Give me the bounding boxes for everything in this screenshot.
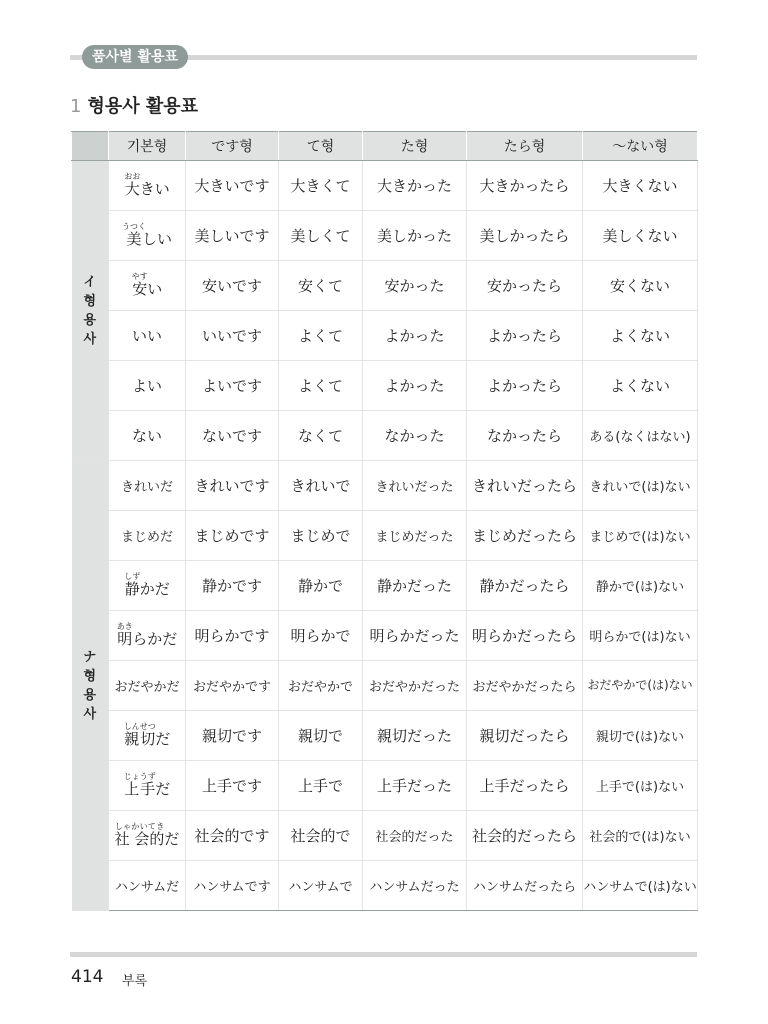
okurigana: だ xyxy=(155,730,171,748)
ta-form: よかった xyxy=(363,361,467,411)
te-form: よくて xyxy=(279,311,363,361)
table-row xyxy=(72,561,698,611)
furigana: うつく xyxy=(121,222,146,231)
okurigana: らかだ xyxy=(132,630,178,648)
nai-form: 社会的で(は)ない xyxy=(583,811,698,861)
header-te: て형 xyxy=(279,132,363,161)
header-corner xyxy=(72,132,109,161)
tara-form: 安かったら xyxy=(467,261,583,311)
nai-form: ある(なくはない) xyxy=(583,411,698,461)
te-form: 静かで xyxy=(279,561,363,611)
section-label: 품사별 활용표 xyxy=(82,45,188,69)
desu-form: いいです xyxy=(186,311,279,361)
tara-form: よかったら xyxy=(467,361,583,411)
okurigana: しい xyxy=(141,230,172,248)
okurigana: かだ xyxy=(139,580,170,598)
ta-form: 社会的だった xyxy=(363,811,467,861)
okurigana: い xyxy=(147,280,163,298)
desu-form: きれいです xyxy=(186,461,279,511)
table-row xyxy=(72,611,698,661)
base-form: いい xyxy=(109,311,186,361)
ta-form: 大きかった xyxy=(363,161,467,211)
title-text: 형용사 활용표 xyxy=(87,96,199,117)
okurigana: きい xyxy=(139,180,170,198)
nai-form: 大きくない xyxy=(583,161,698,211)
desu-form: 安いです xyxy=(186,261,279,311)
page-title xyxy=(70,92,198,118)
desu-form: 上手です xyxy=(186,761,279,811)
base-form xyxy=(109,211,186,261)
table-row xyxy=(72,211,698,261)
furigana-word xyxy=(124,172,141,198)
tara-form: 美しかったら xyxy=(467,211,583,261)
ta-form: ハンサムだった xyxy=(363,861,467,911)
tara-form: 明らかだったら xyxy=(467,611,583,661)
desu-form: よいです xyxy=(186,361,279,411)
base-form: よい xyxy=(109,361,186,411)
page-section-label: 부록 xyxy=(122,974,148,989)
base-form: ない xyxy=(109,411,186,461)
tara-form: 親切だったら xyxy=(467,711,583,761)
furigana-word xyxy=(114,822,165,848)
furigana-word xyxy=(124,572,141,598)
table-row xyxy=(72,661,698,711)
base-form xyxy=(109,561,186,611)
category-label: ナ 형 용 사 xyxy=(83,649,97,722)
tara-form: おだやかだったら xyxy=(467,661,583,711)
furigana: おお xyxy=(124,172,141,181)
tara-form: きれいだったら xyxy=(467,461,583,511)
te-form: 親切で xyxy=(279,711,363,761)
table-row xyxy=(72,761,698,811)
te-form: きれいで xyxy=(279,461,363,511)
table-row xyxy=(72,461,698,511)
te-form: 上手で xyxy=(279,761,363,811)
desu-form: ハンサムです xyxy=(186,861,279,911)
ta-form: 上手だった xyxy=(363,761,467,811)
furigana: やす xyxy=(131,272,148,281)
furigana-word xyxy=(123,722,156,748)
header-desu: です형 xyxy=(186,132,279,161)
desu-form: まじめです xyxy=(186,511,279,561)
base-form xyxy=(109,711,186,761)
nai-form: まじめで(は)ない xyxy=(583,511,698,561)
kanji: 大 xyxy=(124,180,141,198)
nai-form: よくない xyxy=(583,311,698,361)
te-form: 大きくて xyxy=(279,161,363,211)
kanji: 親切 xyxy=(123,730,156,748)
table-row xyxy=(72,161,698,211)
ta-form: 美しかった xyxy=(363,211,467,261)
kanji: 明 xyxy=(116,630,133,648)
ta-form: おだやかだった xyxy=(363,661,467,711)
table-row xyxy=(72,511,698,561)
furigana: しず xyxy=(124,572,141,581)
te-form: 美しくて xyxy=(279,211,363,261)
nai-form: おだやかで(は)ない xyxy=(583,661,698,711)
na-adjective-category xyxy=(72,461,109,911)
tara-form: なかったら xyxy=(467,411,583,461)
ta-form: 静かだった xyxy=(363,561,467,611)
desu-form: 静かです xyxy=(186,561,279,611)
base-form: ハンサムだ xyxy=(109,861,186,911)
table-row xyxy=(72,311,698,361)
header-nai: ～ない형 xyxy=(583,132,698,161)
header-base: 기본형 xyxy=(109,132,186,161)
kanji: 美 xyxy=(121,230,146,248)
desu-form: おだやかです xyxy=(186,661,279,711)
te-form: 明らかで xyxy=(279,611,363,661)
desu-form: 美しいです xyxy=(186,211,279,261)
te-form: 安くて xyxy=(279,261,363,311)
ta-form: 安かった xyxy=(363,261,467,311)
furigana-word xyxy=(123,772,156,798)
kanji: 上手 xyxy=(123,780,156,798)
table-row xyxy=(72,261,698,311)
base-form xyxy=(109,811,186,861)
nai-form: ハンサムで(は)ない xyxy=(583,861,698,911)
desu-form: 社会的です xyxy=(186,811,279,861)
desu-form: 親切です xyxy=(186,711,279,761)
title-number: 1 xyxy=(70,96,82,117)
page-number: 414 xyxy=(71,967,104,987)
base-form xyxy=(109,261,186,311)
nai-form: 上手で(は)ない xyxy=(583,761,698,811)
desu-form: 大きいです xyxy=(186,161,279,211)
furigana: あき xyxy=(116,622,133,631)
header-tara: たら형 xyxy=(467,132,583,161)
ta-form: なかった xyxy=(363,411,467,461)
table-row xyxy=(72,711,698,761)
table-row xyxy=(72,361,698,411)
base-form xyxy=(109,611,186,661)
okurigana: だ xyxy=(164,830,180,848)
base-form: きれいだ xyxy=(109,461,186,511)
te-form: まじめで xyxy=(279,511,363,561)
desu-form: ないです xyxy=(186,411,279,461)
conjugation-table xyxy=(71,131,698,911)
tara-form: ハンサムだったら xyxy=(467,861,583,911)
category-label: イ 형 용 사 xyxy=(83,274,97,347)
te-form: よくて xyxy=(279,361,363,411)
furigana-word xyxy=(116,622,133,648)
te-form: なくて xyxy=(279,411,363,461)
ta-form: まじめだった xyxy=(363,511,467,561)
te-form: 社会的で xyxy=(279,811,363,861)
tara-form: よかったら xyxy=(467,311,583,361)
nai-form: 静かで(は)ない xyxy=(583,561,698,611)
tara-form: 大きかったら xyxy=(467,161,583,211)
furigana: しんせつ xyxy=(123,722,156,731)
tara-form: 静かだったら xyxy=(467,561,583,611)
furigana-word xyxy=(121,222,146,248)
tara-form: 社会的だったら xyxy=(467,811,583,861)
okurigana: だ xyxy=(155,780,171,798)
furigana-word xyxy=(131,272,148,298)
kanji: 社 会的 xyxy=(114,830,165,848)
nai-form: 明らかで(は)ない xyxy=(583,611,698,661)
ta-form: きれいだった xyxy=(363,461,467,511)
footer-rule xyxy=(70,952,697,957)
tara-form: 上手だったら xyxy=(467,761,583,811)
nai-form: 安くない xyxy=(583,261,698,311)
ta-form: 明らかだった xyxy=(363,611,467,661)
furigana: しゃかいてき xyxy=(114,822,165,831)
header-ta: た형 xyxy=(363,132,467,161)
tara-form: まじめだったら xyxy=(467,511,583,561)
nai-form: よくない xyxy=(583,361,698,411)
kanji: 安 xyxy=(131,280,148,298)
header-row xyxy=(72,132,698,161)
nai-form: 美しくない xyxy=(583,211,698,261)
te-form: おだやかで xyxy=(279,661,363,711)
base-form: おだやかだ xyxy=(109,661,186,711)
base-form: まじめだ xyxy=(109,511,186,561)
nai-form: きれいで(は)ない xyxy=(583,461,698,511)
te-form: ハンサムで xyxy=(279,861,363,911)
ta-form: よかった xyxy=(363,311,467,361)
base-form xyxy=(109,161,186,211)
table-row xyxy=(72,411,698,461)
ta-form: 親切だった xyxy=(363,711,467,761)
table-row xyxy=(72,861,698,911)
nai-form: 親切で(は)ない xyxy=(583,711,698,761)
furigana: じょうず xyxy=(123,772,156,781)
kanji: 静 xyxy=(124,580,141,598)
desu-form: 明らかです xyxy=(186,611,279,661)
base-form xyxy=(109,761,186,811)
table-row xyxy=(72,811,698,861)
i-adjective-category xyxy=(72,161,109,461)
